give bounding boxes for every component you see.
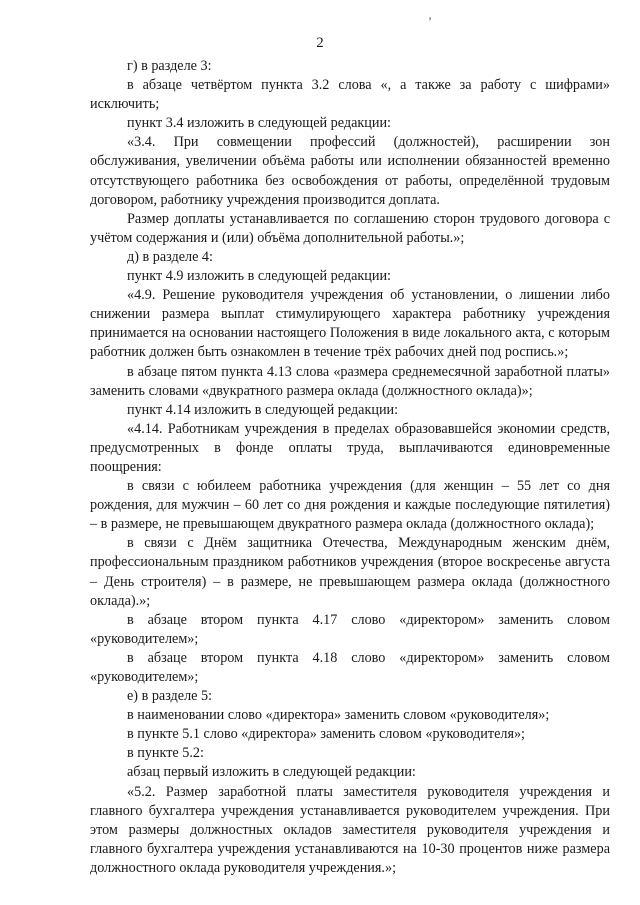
paragraph: в пункте 5.1 слово «директора» заменить словом «руководителя»; — [127, 726, 526, 743]
paragraph: «3.4. При совмещении профессий (должностей), расширении зон обслуживания, увеличении объёма работы или исполнении обязанностей временно отсутствующего работника без освобождения от работы, определённой трудовым договором, работнику учреждения производится доплата. — [90, 134, 610, 208]
paragraph: абзац первый изложить в следующей редакции: — [127, 764, 416, 781]
paragraph: пункт 4.9 изложить в следующей редакции: — [127, 268, 391, 285]
paragraph: в связи с Днём защитника Отечества, Международным женским днём, профессиональным праздником работников учреждения (второе воскресенье августа – День строителя) – в размере, не превышающем размера оклада (должностного оклада).»; — [90, 535, 610, 609]
document-body — [90, 57, 610, 878]
paragraph: в абзаце пятом пункта 4.13 слова «размера среднемесячной заработной платы» заменить словами «двукратного размера оклада (должностного оклада)»; — [90, 363, 610, 399]
paragraph: «5.2. Размер заработной платы заместителя руководителя учреждения и главного бухгалтера учреждения устанавливается руководителем учреждения. При этом размеры должностных окладов заместителя руководителя учреждения и главного бухгалтера учреждения устанавливаются на 10-30 процентов ниже размера должностного оклада руководителя учреждения.»; — [90, 783, 610, 876]
paragraph: «4.9. Решение руководителя учреждения об установлении, о лишении либо снижении размера выплат стимулирующего характера работнику учреждения принимается на основании настоящего Положения в виде локального акта, с которым работник должен быть ознакомлен в течение трёх рабочих дней под роспись.»; — [90, 287, 610, 361]
scan-mark: ’ — [428, 14, 432, 28]
paragraph: в наименовании слово «директора» заменить словом «руководителя»; — [127, 707, 550, 724]
paragraph: пункт 4.14 изложить в следующей редакции: — [127, 401, 399, 418]
page-number: 2 — [316, 35, 324, 51]
paragraph: пункт 3.4 изложить в следующей редакции: — [127, 115, 391, 132]
paragraph: г) в разделе 3: — [127, 58, 212, 74]
paragraph: д) в разделе 4: — [127, 248, 213, 265]
paragraph: в связи с юбилеем работника учреждения (для женщин – 55 лет со дня рождения, для мужчин – 60 лет со дня рождения и каждые последующие пятилетия) – в размере, не превышающем двукратного размера оклада (должностного оклада); — [90, 478, 610, 533]
paragraph: е) в разделе 5: — [127, 688, 213, 705]
paragraph: в абзаце втором пункта 4.17 слово «директором» заменить словом «руководителем»; — [90, 611, 610, 647]
paragraph: в пункте 5.2: — [127, 745, 204, 762]
paragraph: в абзаце втором пункта 4.18 слово «директором» заменить словом «руководителем»; — [90, 649, 610, 685]
paragraph: в абзаце четвёртом пункта 3.2 слова «, а также за работу с шифрами» исключить; — [90, 77, 610, 113]
paragraph: «4.14. Работникам учреждения в пределах образовавшейся экономии средств, предусмотренных в фонде оплаты труда, выплачиваются единовременные поощрения: — [90, 420, 610, 475]
paragraph: Размер доплаты устанавливается по соглашению сторон трудового договора с учётом содержания и (или) объёма дополнительной работы.»; — [90, 210, 610, 246]
